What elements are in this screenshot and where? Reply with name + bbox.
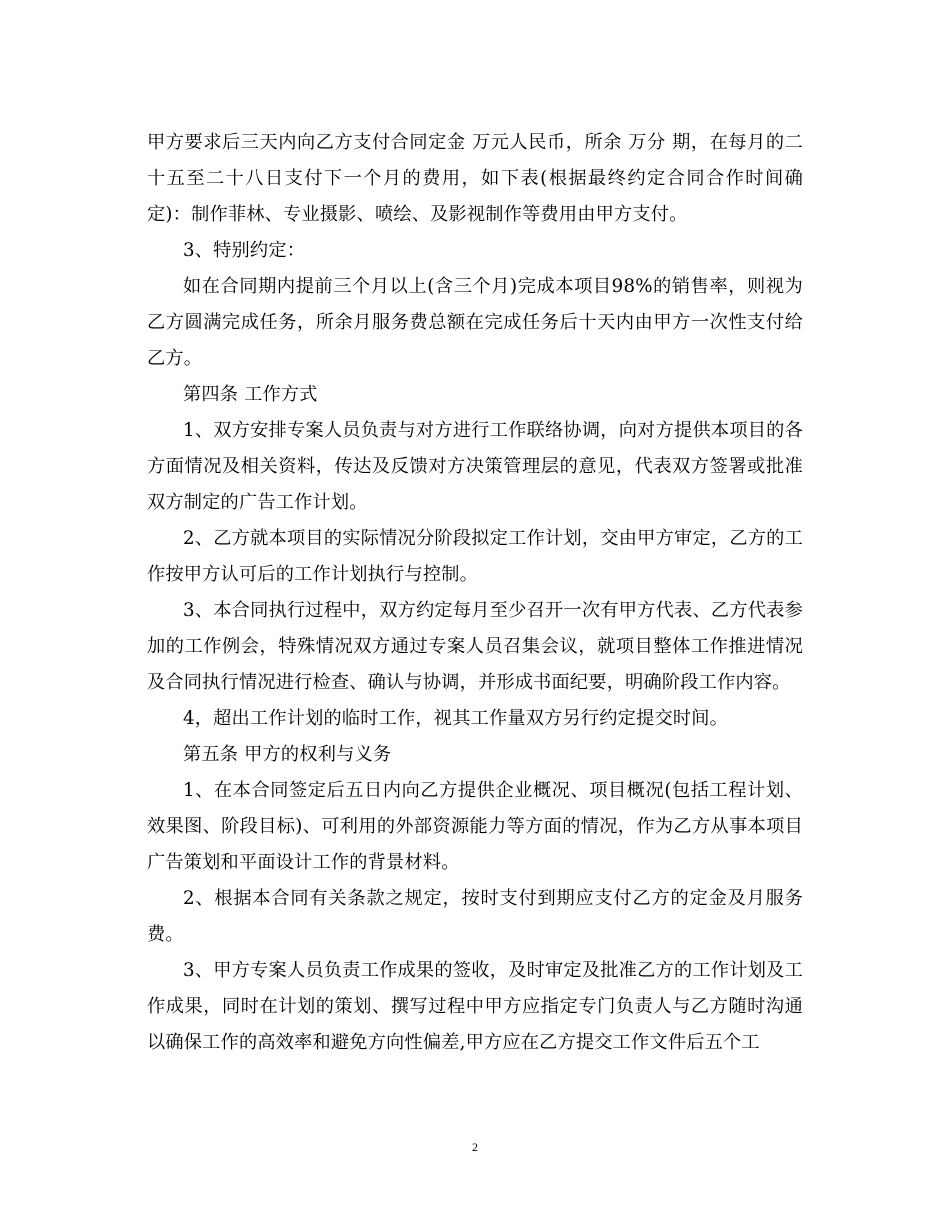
section-heading: 第四条 工作方式	[183, 384, 318, 405]
paragraph: 4，超出工作计划的临时工作，视其工作量双方另行约定提交时间。	[183, 708, 729, 729]
paragraph: 3、特别约定：	[183, 240, 306, 261]
paragraph: 1、双方安排专案人员负责与对方进行工作联络协调，向对方提供本项目的各方面情况及相关资料，传达及反馈对方决策管理层的意见，代表双方签署或批准双方制定的广告工作计划。	[147, 420, 803, 513]
paragraph: 3、甲方专案人员负责工作成果的签收，及时审定及批准乙方的工作计划及工作成果，同时在计划的策划、撰写过程中甲方应指定专门负责人与乙方随时沟通以确保工作的高效率和避免方向性偏差,甲方应在乙方提交工作文件后五个工	[147, 960, 803, 1053]
document-body	[147, 125, 803, 1061]
paragraph: 如在合同期内提前三个月以上(含三个月)完成本项目98%的销售率，则视为乙方圆满完成任务，所余月服务费总额在完成任务后十天内由甲方一次性支付给乙方。	[147, 276, 803, 369]
page-number: 2	[472, 1140, 478, 1154]
paragraph: 2、根据本合同有关条款之规定，按时支付到期应支付乙方的定金及月服务费。	[147, 888, 803, 945]
section-heading: 第五条 甲方的权利与义务	[183, 744, 392, 765]
paragraph: 1、在本合同签定后五日内向乙方提供企业概况、项目概况(包括工程计划、效果图、阶段目标)、可利用的外部资源能力等方面的情况，作为乙方从事本项目广告策划和平面设计工作的背景材料。	[147, 780, 803, 873]
paragraph: 3、本合同执行过程中，双方约定每月至少召开一次有甲方代表、乙方代表参加的工作例会，特殊情况双方通过专案人员召集会议，就项目整体工作推进情况及合同执行情况进行检查、确认与协调，并形成书面纪要，明确阶段工作内容。	[147, 600, 803, 693]
paragraph: 甲方要求后三天内向乙方支付合同定金 万元人民币，所余 万分 期，在每月的二十五至二十八日支付下一个月的费用，如下表(根据最终约定合同合作时间确定)：制作菲林、专业摄影、喷绘、及影视制作等费用由甲方支付。	[147, 132, 803, 225]
paragraph: 2、乙方就本项目的实际情况分阶段拟定工作计划，交由甲方审定，乙方的工作按甲方认可后的工作计划执行与控制。	[147, 528, 803, 585]
